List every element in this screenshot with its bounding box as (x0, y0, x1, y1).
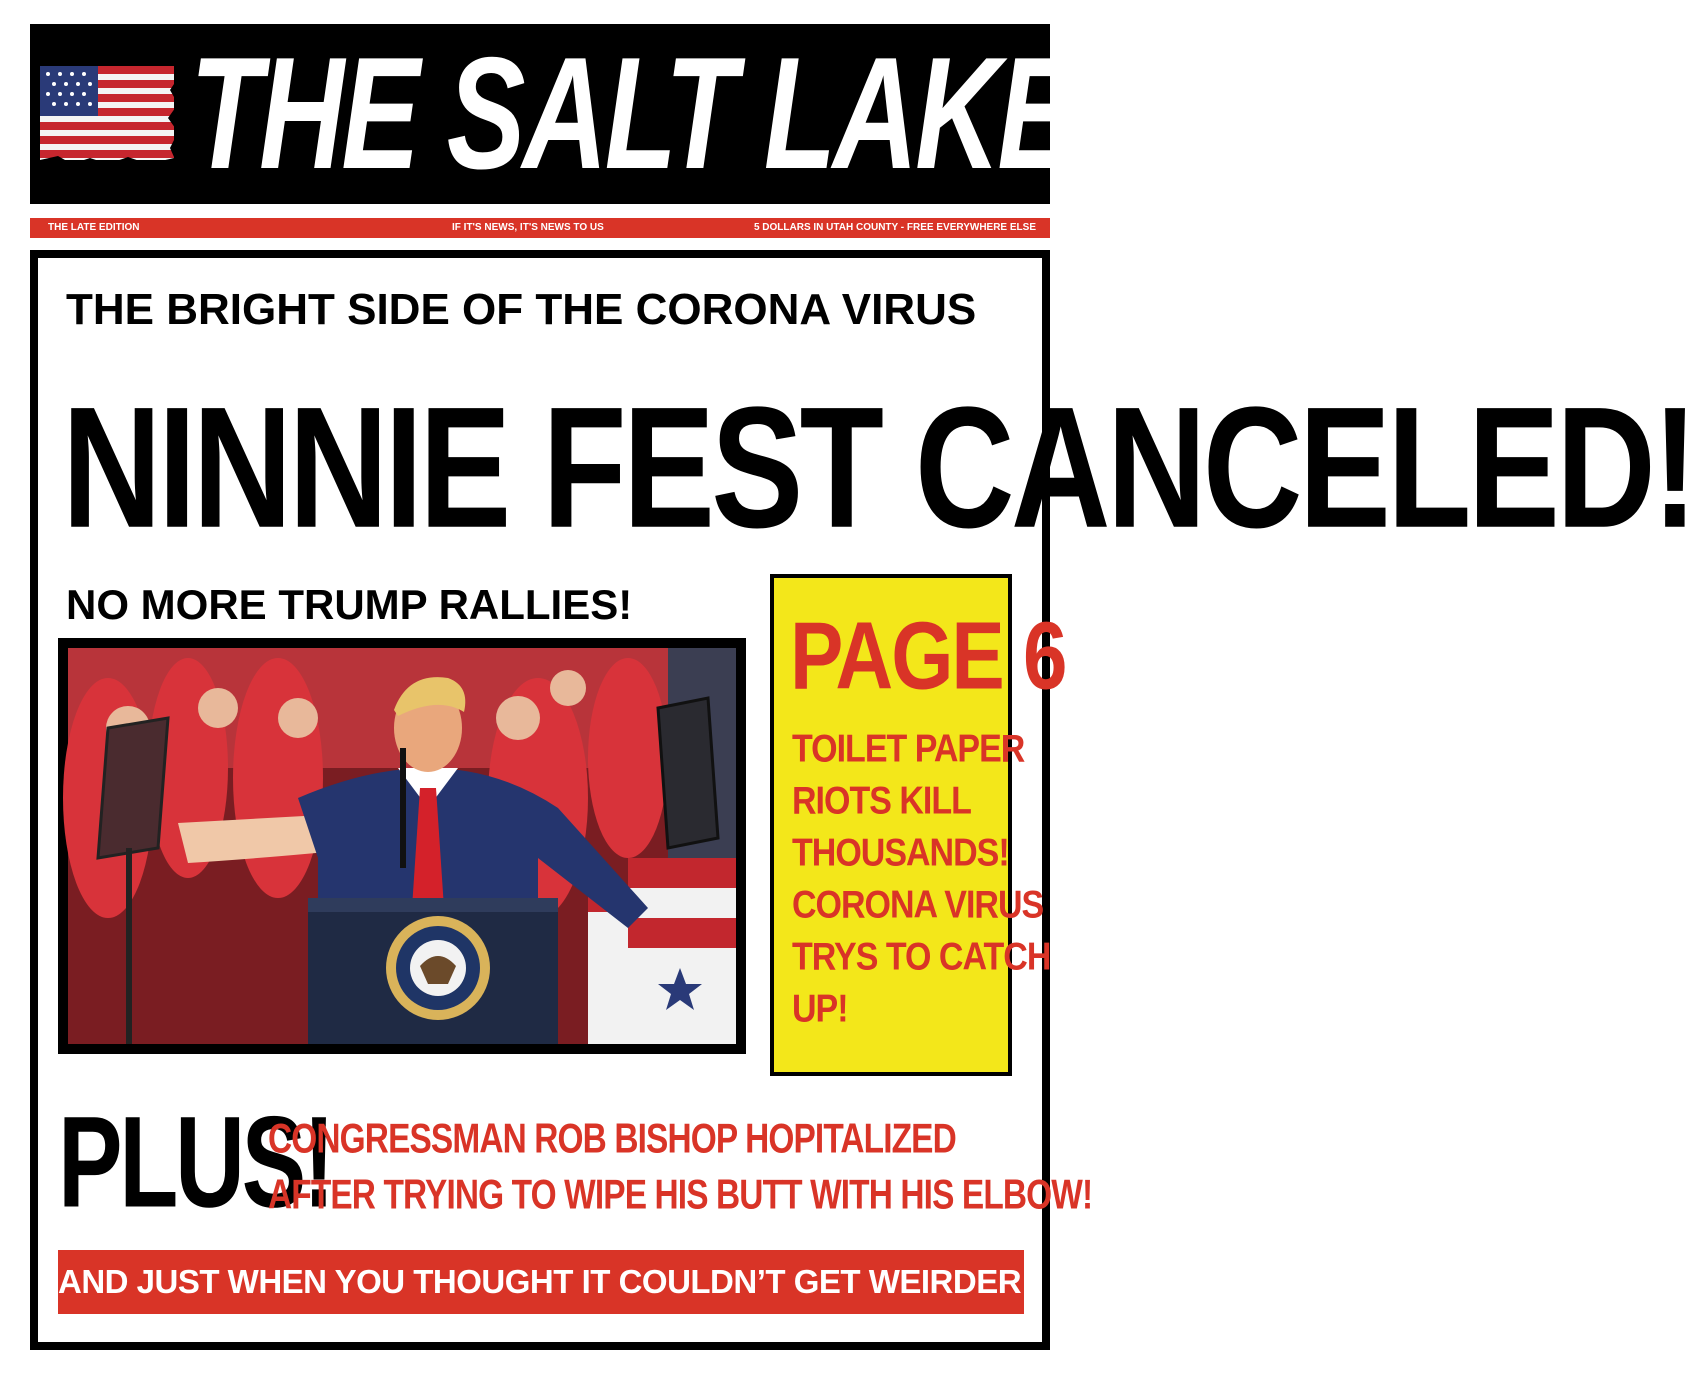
tagline: IF IT'S NEWS, IT'S NEWS TO US (452, 222, 604, 233)
sidebar-line: TOILET PAPER (792, 727, 1025, 771)
plus-story-line: CONGRESSMAN ROB BISHOP HOPITALIZED (268, 1116, 956, 1163)
subheadline: NO MORE TRUMP RALLIES! (66, 581, 633, 628)
price-label: 5 DOLLARS IN UTAH COUNTY - FREE EVERYWHERE ELSE (753, 222, 1036, 233)
edition-label: THE LATE EDITION (48, 222, 140, 233)
masthead-title: THE SALT LAKE TATTLER (190, 24, 1602, 204)
kicker-headline: THE BRIGHT SIDE OF THE CORONA VIRUS (66, 285, 977, 334)
main-headline: NINNIE FEST CANCELED! (62, 370, 1694, 564)
sidebar-line: TRYS TO CATCH (792, 935, 1051, 979)
bottom-banner: AND JUST WHEN YOU THOUGHT IT COULDN’T GET WEIRDER! (58, 1250, 1024, 1314)
sidebar-title: PAGE 6 (790, 602, 1066, 709)
sidebar-line: THOUSANDS! (792, 831, 1009, 875)
plus-story-line: AFTER TRYING TO WIPE HIS BUTT WITH HIS ELBOW! (268, 1172, 1093, 1219)
edition-ribbon (30, 218, 1050, 238)
sidebar-box (770, 574, 1066, 1076)
plus-label: PLUS! (58, 1089, 332, 1236)
sidebar-line: CORONA VIRUS (792, 883, 1044, 927)
rally-photo-illustration (68, 648, 736, 1044)
masthead (30, 24, 1602, 204)
sidebar-line: UP! (792, 987, 848, 1031)
sidebar-line: RIOTS KILL (792, 779, 971, 823)
american-flag-icon (38, 60, 178, 166)
rally-photo (58, 638, 746, 1054)
